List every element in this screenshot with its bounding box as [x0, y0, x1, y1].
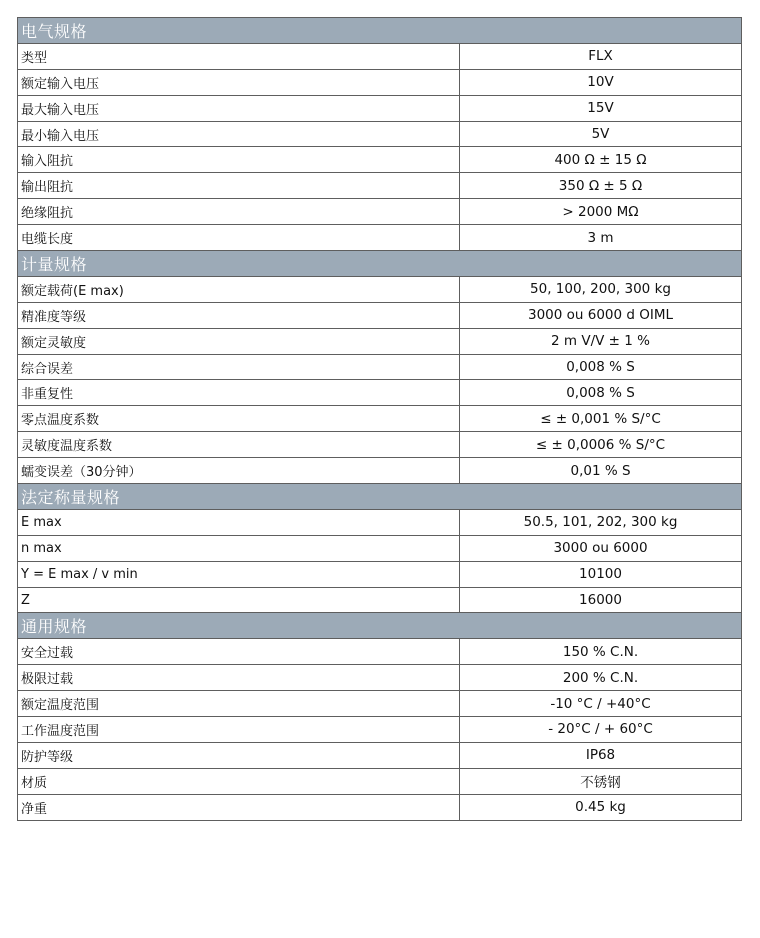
table-row: [18, 535, 742, 561]
spec-label: 最小输入电压: [18, 121, 460, 147]
spec-label: 额定载荷(E max): [18, 276, 460, 302]
spec-value: FLX: [460, 43, 742, 69]
spec-label: 安全过载: [18, 639, 460, 665]
spec-label: 综合误差: [18, 354, 460, 380]
spec-label: 额定输入电压: [18, 69, 460, 95]
spec-label: 电缆长度: [18, 225, 460, 251]
spec-label: 材质: [18, 768, 460, 794]
spec-value: 2 m V/V ± 1 %: [460, 328, 742, 354]
table-row: [18, 69, 742, 95]
spec-label: 绝缘阻抗: [18, 199, 460, 225]
spec-value: 50.5, 101, 202, 300 kg: [460, 509, 742, 535]
spec-value: ≤ ± 0,0006 % S/°C: [460, 432, 742, 458]
table-row: [18, 147, 742, 173]
spec-value: 0,01 % S: [460, 458, 742, 484]
spec-value: 150 % C.N.: [460, 639, 742, 665]
spec-value: IP68: [460, 742, 742, 768]
spec-value: 10100: [460, 561, 742, 587]
spec-value: 不锈钢: [460, 768, 742, 794]
table-row: [18, 458, 742, 484]
spec-value: ≤ ± 0,001 % S/°C: [460, 406, 742, 432]
table-row: [18, 691, 742, 717]
section-title: 通用规格: [18, 613, 742, 639]
spec-label: 工作温度范围: [18, 717, 460, 743]
spec-value: 350 Ω ± 5 Ω: [460, 173, 742, 199]
table-row: [18, 95, 742, 121]
table-row: [18, 225, 742, 251]
table-row: [18, 509, 742, 535]
table-row: [18, 354, 742, 380]
table-row: [18, 173, 742, 199]
spec-label: E max: [18, 509, 460, 535]
table-row: [18, 276, 742, 302]
spec-label: 额定温度范围: [18, 691, 460, 717]
section-title: 法定称量规格: [18, 484, 742, 510]
spec-value: > 2000 MΩ: [460, 199, 742, 225]
spec-value: 16000: [460, 587, 742, 613]
table-row: [18, 717, 742, 743]
spec-table: [17, 17, 742, 821]
table-row: [18, 199, 742, 225]
spec-label: 防护等级: [18, 742, 460, 768]
spec-label: 最大输入电压: [18, 95, 460, 121]
section-header-row: [18, 18, 742, 44]
spec-value: 0,008 % S: [460, 354, 742, 380]
section-header-row: [18, 484, 742, 510]
spec-value: -10 °C / +40°C: [460, 691, 742, 717]
table-row: [18, 639, 742, 665]
table-row: [18, 43, 742, 69]
spec-label: Y = E max / v min: [18, 561, 460, 587]
spec-value: 0.45 kg: [460, 794, 742, 820]
table-row: [18, 561, 742, 587]
section-header-row: [18, 251, 742, 277]
section-title: 电气规格: [18, 18, 742, 44]
spec-label: 灵敏度温度系数: [18, 432, 460, 458]
spec-value: 200 % C.N.: [460, 665, 742, 691]
table-row: [18, 406, 742, 432]
table-row: [18, 665, 742, 691]
spec-value: 0,008 % S: [460, 380, 742, 406]
spec-value: 5V: [460, 121, 742, 147]
spec-value: 15V: [460, 95, 742, 121]
table-row: [18, 380, 742, 406]
spec-value: 3 m: [460, 225, 742, 251]
section-title: 计量规格: [18, 251, 742, 277]
spec-table-body: [18, 18, 742, 821]
spec-label: 净重: [18, 794, 460, 820]
spec-label: 额定灵敏度: [18, 328, 460, 354]
section-header-row: [18, 613, 742, 639]
spec-label: n max: [18, 535, 460, 561]
spec-label: 输出阻抗: [18, 173, 460, 199]
table-row: [18, 794, 742, 820]
table-row: [18, 768, 742, 794]
spec-label: 零点温度系数: [18, 406, 460, 432]
table-row: [18, 121, 742, 147]
spec-label: 类型: [18, 43, 460, 69]
spec-value: 400 Ω ± 15 Ω: [460, 147, 742, 173]
spec-label: Z: [18, 587, 460, 613]
spec-value: - 20°C / + 60°C: [460, 717, 742, 743]
spec-value: 10V: [460, 69, 742, 95]
spec-label: 极限过载: [18, 665, 460, 691]
spec-value: 3000 ou 6000: [460, 535, 742, 561]
table-row: [18, 432, 742, 458]
spec-label: 非重复性: [18, 380, 460, 406]
spec-label: 输入阻抗: [18, 147, 460, 173]
spec-value: 3000 ou 6000 d OIML: [460, 302, 742, 328]
spec-value: 50, 100, 200, 300 kg: [460, 276, 742, 302]
spec-label: 蠕变误差（30分钟）: [18, 458, 460, 484]
table-row: [18, 742, 742, 768]
table-row: [18, 302, 742, 328]
table-row: [18, 587, 742, 613]
table-row: [18, 328, 742, 354]
spec-label: 精准度等级: [18, 302, 460, 328]
